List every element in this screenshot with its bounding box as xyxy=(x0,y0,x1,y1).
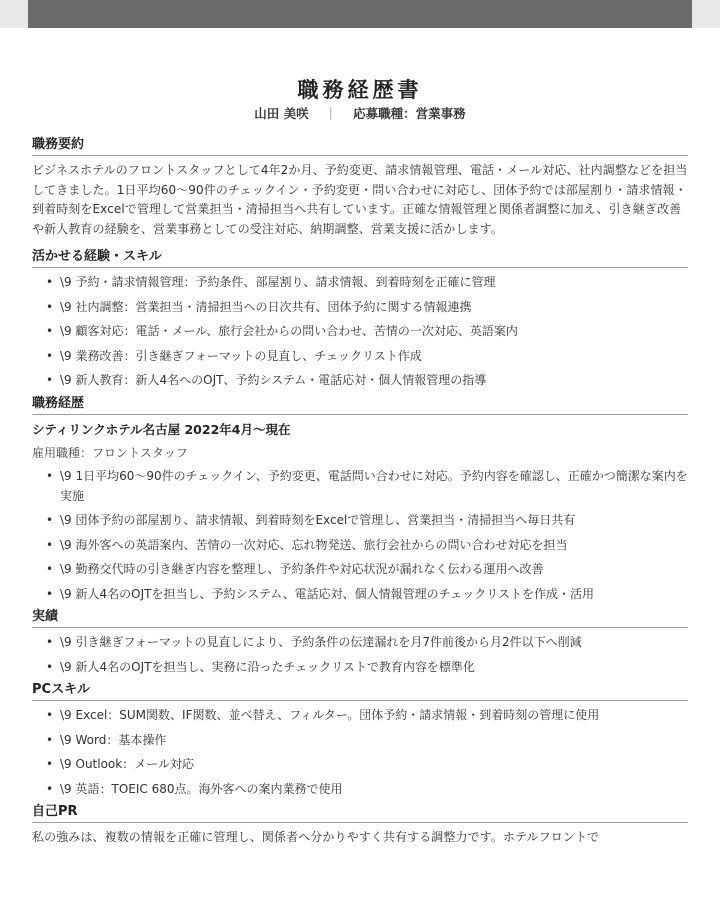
document-subtitle xyxy=(32,105,688,123)
list-item: • \9 英語：TOEIC 680点。海外客への案内業務で使用 xyxy=(32,779,688,799)
bullet-icon: • xyxy=(46,513,54,527)
applicant-name: 山田 美咲 xyxy=(254,106,309,121)
company-period: シティリンクホテル名古屋 2022年4月〜現在 xyxy=(32,421,291,437)
bullet-icon: • xyxy=(46,373,54,387)
list-item: • \9 業務改善：引き継ぎフォーマットの見直し、チェックリスト作成 xyxy=(32,346,688,366)
list-item: • \9 引き継ぎフォーマットの見直しにより、予約条件の伝達漏れを月7件前後から月2件以下へ削減 xyxy=(32,632,688,652)
pr-text: 私の強みは、複数の情報を正確に管理し、関係者へ分かりやすく共有する調整力です。ホテルフロントで xyxy=(32,830,600,844)
section-heading-skills: 活かせる経験・スキル xyxy=(32,248,688,268)
list-item: • \9 団体予約の部屋割り、請求情報、到着時刻をExcelで管理し、営業担当・清掃担当へ毎日共有 xyxy=(32,510,688,530)
section-heading-pr: 自己PR xyxy=(32,803,688,823)
career-list xyxy=(32,466,688,604)
viewer-toolbar xyxy=(28,0,692,28)
list-item: • \9 予約・請求情報管理：予約条件、部屋割り、請求情報、到着時刻を正確に管理 xyxy=(32,272,688,292)
list-item: • \9 勤務交代時の引き継ぎ内容を整理し、予約条件や対応状況が漏れなく伝わる運用へ改善 xyxy=(32,559,688,579)
bullet-icon: • xyxy=(46,781,54,796)
employment-role: 雇用職種：フロントスタッフ xyxy=(32,445,188,460)
bullet-icon: • xyxy=(46,708,54,722)
document-page xyxy=(0,28,720,900)
bullet-icon: • xyxy=(46,757,54,771)
summary-text: ビジネスホテルのフロントスタッフとして4年2か月、予約変更、請求情報管理、電話・メール対応、社内調整などを担当してきました。1日平均60〜90件のチェックイン・予約変更・問い合わせに対応し、団体予約では部屋割り・請求情報・到着時刻をExcelで管理して営業担当・清掃担当へ共有しています。正確な情報管理と関係者調整に加え、引き継ぎ改善や新人教育の経験を、営業事務としての受注対応、納期調整、営業支援に活かします。 xyxy=(32,163,688,236)
bullet-icon: • xyxy=(46,468,54,483)
list-item: • \9 Outlook：メール対応 xyxy=(32,754,688,774)
section-heading-pc-skills: PCスキル xyxy=(32,681,688,701)
achievements-list xyxy=(32,632,688,677)
document-content xyxy=(32,28,688,848)
bullet-icon: • xyxy=(46,732,54,747)
bullet-icon: • xyxy=(46,586,54,601)
list-item: • \9 新人4名のOJTを担当し、予約システム、電話応対、個人情報管理のチェックリストを作成・活用 xyxy=(32,584,688,604)
bullet-icon: • xyxy=(46,348,54,363)
skills-list xyxy=(32,272,688,390)
subtitle-separator: ｜ xyxy=(324,106,338,121)
section-heading-summary: 職務要約 xyxy=(32,136,688,156)
list-item: • \9 海外客への英語案内、苦情の一次対応、忘れ物発送、旅行会社からの問い合わせ対応を担当 xyxy=(32,535,688,555)
bullet-icon: • xyxy=(46,537,54,552)
bullet-icon: • xyxy=(46,275,54,289)
pc-skills-list xyxy=(32,705,688,799)
section-heading-career: 職務経歴 xyxy=(32,395,688,415)
section-heading-achievements: 実績 xyxy=(32,608,688,628)
list-item: • \9 1日平均60〜90件のチェックイン、予約変更、電話問い合わせに対応。予約内容を確認し、正確かつ簡潔な案内を実施 xyxy=(32,466,688,506)
bullet-icon: • xyxy=(46,635,54,649)
applied-position: 応募職種：営業事務 xyxy=(353,106,466,121)
list-item: • \9 Excel：SUM関数、IF関数、並べ替え、フィルター。団体予約・請求情報・到着時刻の管理に使用 xyxy=(32,705,688,725)
list-item: • \9 新人4名のOJTを担当し、実務に沿ったチェックリストで教育内容を標準化 xyxy=(32,657,688,677)
list-item: • \9 社内調整：営業担当・清掃担当への日次共有、団体予約に関する情報連携 xyxy=(32,297,688,317)
list-item: • \9 新人教育：新人4名へのOJT、予約システム・電話応対・個人情報管理の指導 xyxy=(32,370,688,390)
list-item: • \9 Word：基本操作 xyxy=(32,730,688,750)
bullet-icon: • xyxy=(46,659,54,674)
document-title: 職務経歴書 xyxy=(297,78,423,102)
bullet-icon: • xyxy=(46,299,54,314)
list-item: • \9 顧客対応：電話・メール、旅行会社からの問い合わせ、苦情の一次対応、英語案内 xyxy=(32,321,688,341)
bullet-icon: • xyxy=(46,562,54,576)
bullet-icon: • xyxy=(46,324,54,338)
